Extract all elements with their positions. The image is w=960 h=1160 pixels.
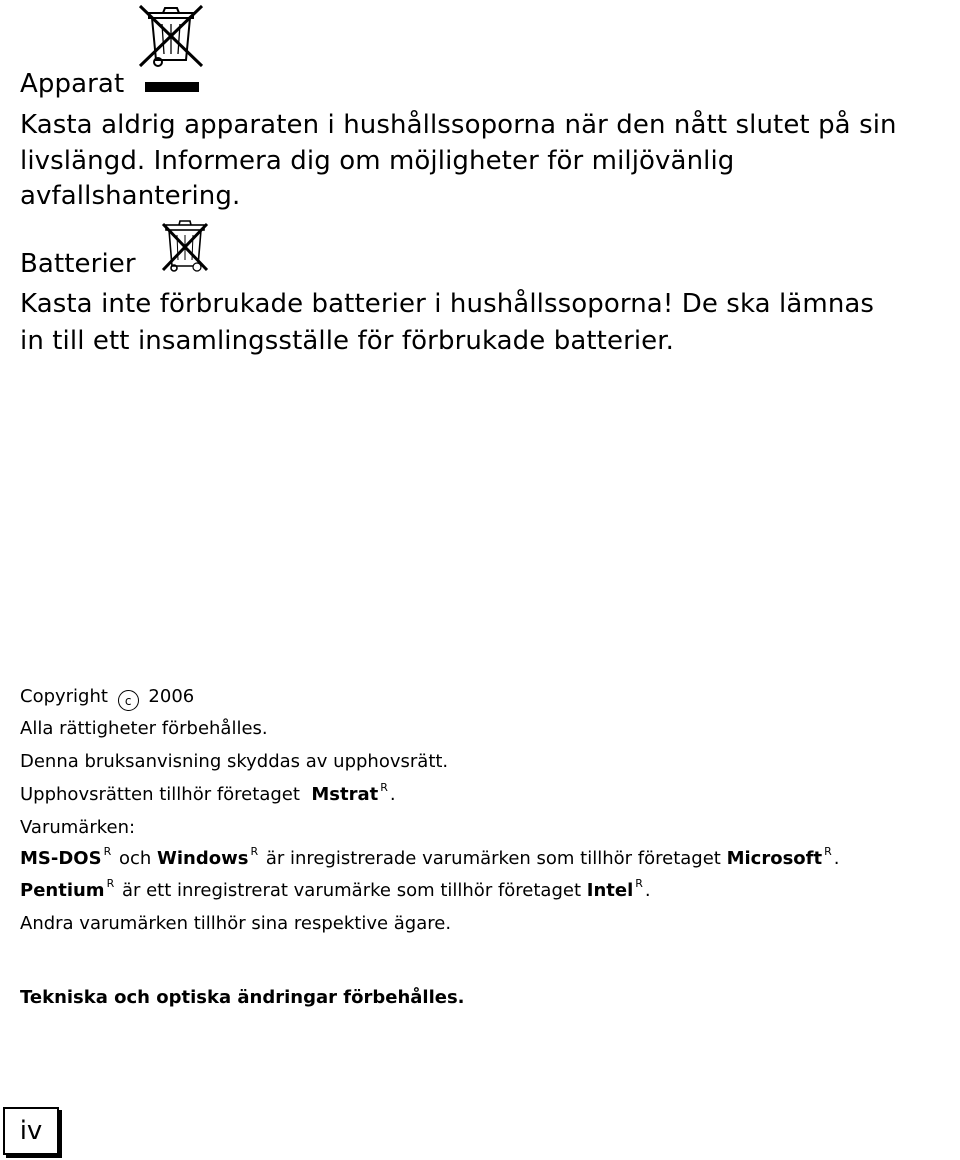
rights-reserved-line: Alla rättigheter förbehålles. — [20, 718, 268, 739]
batteries-heading: Batterier — [20, 249, 136, 279]
appliance-heading: Apparat — [20, 69, 125, 99]
trademark-line-1-middle: är inregistrerade varumärken som tillhör företaget — [265, 848, 721, 869]
page-number: iv — [3, 1107, 59, 1155]
trademark-line-1 — [20, 845, 840, 870]
trademark-line-2-middle: är ett inregistrerat varumärke som tillhör företaget — [121, 880, 582, 901]
appliance-text-line-1: Kasta aldrig apparaten i hushållssoporna när den nått slutet på sin — [20, 110, 897, 140]
trademark-line-1-end: . — [833, 848, 840, 869]
technical-changes-notice: Tekniska och optiska ändringar förbehålles. — [20, 987, 465, 1008]
registered-mark: R — [635, 877, 643, 890]
brand-pentium: Pentium — [20, 880, 105, 901]
owner-microsoft: Microsoft — [726, 848, 823, 869]
owner-name: Mstrat — [311, 784, 379, 805]
copyright-line — [20, 686, 194, 711]
trademarks-heading: Varumärken: — [20, 817, 136, 838]
trademark-line-3: Andra varumärken tillhör sina respektive ägare. — [20, 913, 452, 934]
batteries-text-line-1: Kasta inte förbrukade batterier i hushållssoporna! De ska lämnas — [20, 289, 875, 319]
brand-windows: Windows — [157, 848, 249, 869]
registered-mark: R — [380, 781, 388, 794]
owner-intel: Intel — [586, 880, 634, 901]
brand-ms-dos: MS-DOS — [20, 848, 102, 869]
appliance-text-line-3: avfallshantering. — [20, 181, 241, 211]
appliance-text-line-2: livslängd. Informera dig om möjligheter för miljövänlig — [20, 146, 735, 176]
owner-suffix: . — [389, 784, 396, 805]
registered-mark: R — [250, 845, 259, 858]
trademark-line-2-end: . — [644, 880, 651, 901]
batteries-text-line-2: in till ett insamlingsställe för förbrukade batterier. — [20, 326, 675, 356]
protected-line: Denna bruksanvisning skyddas av upphovsrätt. — [20, 751, 449, 772]
crossed-out-wheelie-bin-icon — [137, 2, 205, 97]
trademark-line-2 — [20, 877, 651, 902]
registered-mark: R — [103, 845, 112, 858]
registered-mark: R — [824, 845, 832, 858]
copyright-symbol: c — [118, 690, 139, 711]
owner-prefix: Upphovsrätten tillhör företaget — [20, 784, 300, 805]
copyright-year: 2006 — [148, 686, 195, 707]
crossed-out-battery-bin-icon — [160, 218, 210, 276]
registered-mark: R — [106, 877, 115, 890]
owner-line — [20, 781, 396, 806]
copyright-label: Copyright — [20, 686, 108, 707]
and-word: och — [118, 848, 152, 869]
